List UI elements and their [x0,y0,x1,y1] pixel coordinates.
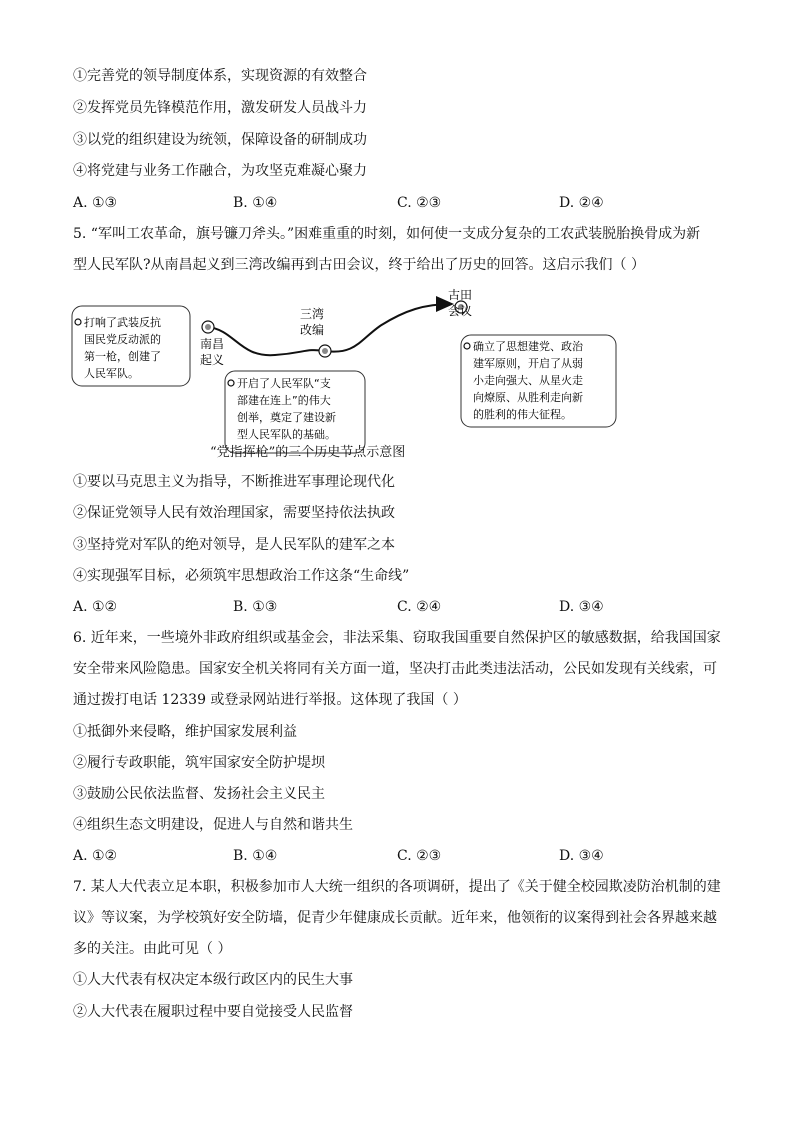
node-label-nanchang-1: 南昌 [200,337,225,351]
q6-option-a[interactable]: A. ①② [73,848,118,864]
q4-statement-4: ④将党建与业务工作融合，为攻坚克难凝心聚力 [73,163,367,179]
q6-stem-line-1: 6. 近年来，一些境外非政府组织或基金会，非法采集、窃取我国重要自然保护区的敏感数据，给我国国家 [73,630,721,646]
box3-line-1: 确立了思想建党、政治 [473,340,583,353]
box2-line-2: 部建在连上”的伟大 [237,394,331,407]
box1-line-3: 第一枪，创建了 [84,350,161,363]
node-label-sanwan-2: 改编 [300,323,325,337]
box3-line-4: 向燎原、从胜利走向新 [473,391,583,404]
q4-statement-2: ②发挥党员先锋模范作用，激发研发人员战斗力 [73,100,367,116]
node-label-gutian-1: 古田 [448,288,473,302]
box1-line-4: 人民军队。 [84,367,139,380]
node-label-gutian-2: 会议 [448,304,473,318]
q4-option-b[interactable]: B. ①④ [233,195,278,211]
q6-option-c[interactable]: C. ②③ [397,848,442,864]
q4-option-d[interactable]: D. ②④ [559,195,604,211]
q5-statement-3: ③坚持党对军队的绝对领导，是人民军队的建军之本 [73,537,395,553]
q6-stem-line-3: 通过拨打电话 12339 或登录网站进行举报。这体现了我国（ ） [73,692,467,708]
node-marker-nanchang [202,321,214,333]
diagram-caption: “党指挥枪”的三个历史节点示意图 [210,445,406,460]
q5-statement-4: ④实现强军目标，必须筑牢思想政治工作这条“生命线” [73,568,410,584]
q4-statement-1: ①完善党的领导制度体系，实现资源的有效整合 [73,68,367,84]
q5-statement-1: ①要以马克思主义为指导，不断推进军事理论现代化 [73,474,395,490]
node-marker-sanwan [319,345,331,357]
box3-line-2: 建军原则，开启了从弱 [473,357,583,370]
q5-option-a[interactable]: A. ①② [73,599,118,615]
q5-statement-2: ②保证党领导人民有效治理国家，需要坚持依法执政 [73,505,395,521]
q5-option-b[interactable]: B. ①③ [233,599,278,615]
q6-statement-2: ②履行专政职能，筑牢国家安全防护堤坝 [73,755,325,771]
q7-statement-1: ①人大代表有权决定本级行政区内的民生大事 [73,972,353,988]
q4-option-c[interactable]: C. ②③ [397,195,442,211]
q5-stem-line-1: 5. “军叫工农革命，旗号镰刀斧头。”困难重重的时刻，如何使一支成分复杂的工农武装脱胎换骨成为新 [73,226,701,242]
q5-option-d[interactable]: D. ③④ [559,599,604,615]
box2-line-1: 开启了人民军队“支 [237,377,331,390]
q6-statement-1: ①抵御外来侵略，维护国家发展利益 [73,724,297,740]
q6-option-b[interactable]: B. ①④ [233,848,278,864]
diagram-svg [60,280,660,460]
q5-option-c[interactable]: C. ②④ [397,599,442,615]
q7-stem-line-2: 议》等议案，为学校筑好安全防墙，促青少年健康成长贡献。近年来，他领衔的议案得到社会各界越来越 [73,910,717,926]
box2-line-4: 型人民军队的基础。 [237,428,336,441]
box3-line-5: 的胜利的伟大征程。 [473,408,572,421]
q7-stem-line-3: 多的关注。由此可见（ ） [73,941,232,957]
box2-line-3: 创举，奠定了建设新 [237,411,336,424]
box1-line-1: 打响了武装反抗 [84,316,161,329]
box3-line-3: 小走向强大、从星火走 [473,374,583,387]
q4-option-a[interactable]: A. ①③ [73,195,118,211]
node-label-sanwan-1: 三湾 [300,307,325,321]
q7-statement-2: ②人大代表在履职过程中要自觉接受人民监督 [73,1004,353,1020]
node-label-nanchang-2: 起义 [200,353,225,367]
box1-line-2: 国民党反动派的 [84,333,161,346]
q5-diagram [60,280,660,460]
q6-statement-4: ④组织生态文明建设，促进人与自然和谐共生 [73,817,353,833]
q5-stem-line-2: 型人民军队?从南昌起义到三湾改编再到古田会议，终于给出了历史的回答。这启示我们（ ） [73,257,645,273]
q6-option-d[interactable]: D. ③④ [559,848,604,864]
q7-stem-line-1: 7. 某人大代表立足本职，积极参加市人大统一组织的各项调研，提出了《关于健全校园欺凌防治机制的建 [73,879,721,895]
q6-statement-3: ③鼓励公民依法监督、发扬社会主义民主 [73,786,325,802]
q6-stem-line-2: 安全带来风险隐患。国家安全机关将同有关方面一道，坚决打击此类违法活动，公民如发现有关线索，可 [73,661,717,677]
q4-statement-3: ③以党的组织建设为统领，保障设备的研制成功 [73,132,367,148]
